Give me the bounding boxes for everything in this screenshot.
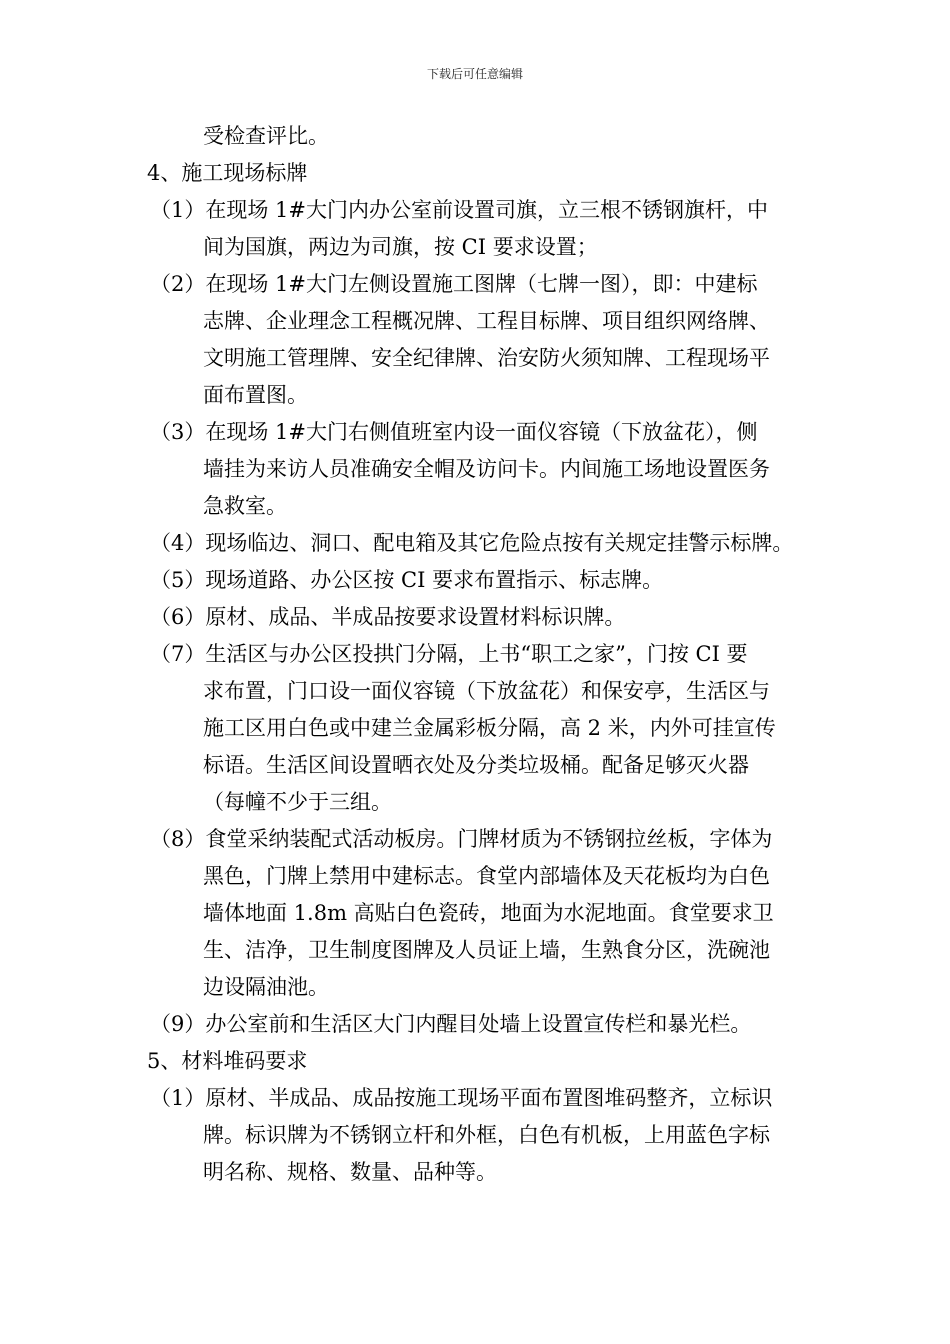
- text-line: 文明施工管理牌、安全纪律牌、治安防火须知牌、工程现场平: [203, 346, 770, 370]
- text-line: 面布置图。: [203, 383, 308, 407]
- text-line: 黑色，门牌上禁用中建标志。食堂内部墙体及天花板均为白色: [203, 864, 770, 888]
- text-line: （7）生活区与办公区投拱门分隔，上书“职工之家”，门按 CI 要: [150, 642, 748, 666]
- text-line: 志牌、企业理念工程概况牌、工程目标牌、项目组织网络牌、: [203, 309, 770, 333]
- text-line: （1）在现场 1#大门内办公室前设置司旗，立三根不锈钢旗杆，中: [150, 198, 768, 222]
- text-line: 标语。生活区间设置晒衣处及分类垃圾桶。配备足够灭火器: [203, 753, 749, 777]
- text-line: 间为国旗，两边为司旗，按 CI 要求设置；: [203, 235, 598, 259]
- text-line: 生、洁净，卫生制度图牌及人员证上墙，生熟食分区，洗碗池: [203, 938, 770, 962]
- text-line: （8）食堂采纳装配式活动板房。门牌材质为不锈钢拉丝板，字体为: [150, 827, 773, 851]
- text-line: 急救室。: [203, 494, 287, 518]
- text-line: 墙体地面 1.8m 高贴白色瓷砖，地面为水泥地面。食堂要求卫: [203, 901, 774, 925]
- text-line: 墙挂为来访人员准确安全帽及访问卡。内间施工场地设置医务: [203, 457, 770, 481]
- text-line: 牌。标识牌为不锈钢立杆和外框，白色有机板，上用蓝色字标: [203, 1123, 770, 1147]
- text-line: （3）在现场 1#大门右侧值班室内设一面仪容镜（下放盆花），侧: [150, 420, 758, 444]
- text-line: （5）现场道路、办公区按 CI 要求布置指示、标志牌。: [150, 568, 664, 592]
- section-heading: 4、施工现场标牌: [147, 161, 308, 185]
- text-line: （每幢不少于三组。: [203, 790, 392, 814]
- text-line: 求布置，门口设一面仪容镜（下放盆花）和保安亭，生活区与: [203, 679, 770, 703]
- text-line: （9）办公室前和生活区大门内醒目处墙上设置宣传栏和暴光栏。: [150, 1012, 752, 1036]
- section-heading: 5、材料堆码要求: [147, 1049, 308, 1073]
- text-line: （6）原材、成品、半成品按要求设置材料标识牌。: [150, 605, 626, 629]
- text-line: （2）在现场 1#大门左侧设置施工图牌（七牌一图），即：中建标: [150, 272, 758, 296]
- text-line: 受检查评比。: [203, 124, 329, 148]
- text-line: 边设隔油池。: [203, 975, 329, 999]
- page-header: 下载后可任意编辑: [426, 67, 523, 81]
- text-line: （4）现场临边、洞口、配电箱及其它危险点按有关规定挂警示标牌。: [150, 531, 794, 555]
- text-line: 施工区用白色或中建兰金属彩板分隔，高 2 米，内外可挂宣传: [203, 716, 776, 740]
- text-line: 明名称、规格、数量、品种等。: [203, 1160, 497, 1184]
- text-line: （1）原材、半成品、成品按施工现场平面布置图堆码整齐，立标识: [150, 1086, 773, 1110]
